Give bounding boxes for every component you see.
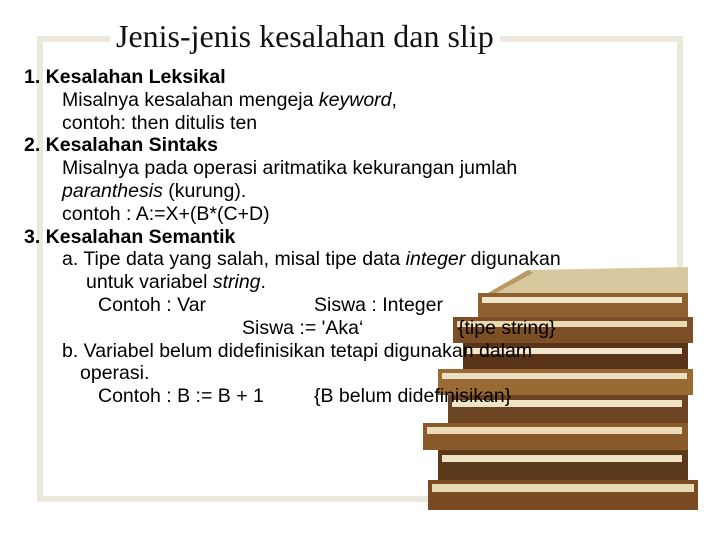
semantik-b-example: Contoh : B := B + 1 {B belum didefinisikan} — [98, 385, 512, 408]
semantik-a-example-1: Contoh : Var Siswa : Integer — [98, 293, 443, 316]
semantik-a-example-2: Siswa := 'Aka‘ {tipe string} — [242, 316, 556, 339]
semantik-b-line-2: operasi. — [80, 362, 150, 385]
sintaks-line-2: paranthesis (kurung). — [62, 179, 247, 202]
slide-title: Jenis-jenis kesalahan dan slip — [110, 18, 500, 55]
sintaks-line-3: contoh : A:=X+(B*(C+D) — [62, 202, 270, 225]
heading-leksikal: 1. Kesalahan Leksikal — [24, 66, 226, 88]
heading-sintaks: 2. Kesalahan Sintaks — [24, 134, 219, 157]
semantik-b-line-1: b. Variabel belum didefinisikan tetapi digunakan dalam — [62, 339, 533, 362]
leksikal-line-2: contoh: then ditulis ten — [62, 111, 258, 134]
slide-content — [24, 66, 561, 408]
sintaks-line-1: Misalnya pada operasi aritmatika kekurangan jumlah — [62, 157, 518, 180]
heading-semantik: 3. Kesalahan Semantik — [24, 225, 236, 248]
semantik-a-line-1: a. Tipe data yang salah, misal tipe data integer digunakan — [62, 248, 561, 271]
semantik-a-line-2: untuk variabel string. — [86, 271, 266, 294]
leksikal-line-1: Misalnya kesalahan mengeja keyword, — [62, 88, 397, 111]
